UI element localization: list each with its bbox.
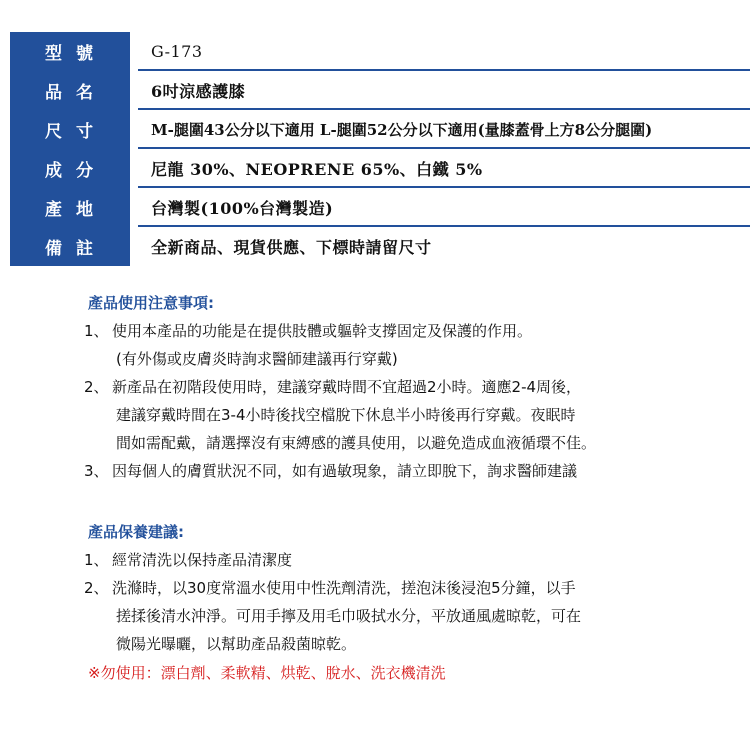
care-warning: ※勿使用：漂白劑、柔軟精、烘乾、脫水、洗衣機清洗 xyxy=(88,664,446,682)
spec-value: 全新商品、現貨供應、下標時請留尺寸 xyxy=(151,238,432,257)
spec-row-material xyxy=(10,149,750,188)
item-number: 1、 xyxy=(84,322,109,340)
care-item xyxy=(84,574,740,602)
item-subline: 搓揉後清水沖淨。可用手擰及用毛巾吸拭水分，平放通風處晾乾，可在 xyxy=(116,607,582,625)
usage-item xyxy=(84,373,740,401)
item-text: 使用本產品的功能是在提供肢體或軀幹支撐固定及保護的作用。 xyxy=(112,322,533,340)
spec-value: 6吋涼感護膝 xyxy=(151,82,246,101)
usage-item xyxy=(84,457,740,485)
spec-label: 品名 xyxy=(10,71,130,110)
item-number: 3、 xyxy=(84,462,109,480)
item-subline: 間如需配戴，請選擇沒有束縛感的護具使用，以避免造成血液循環不佳。 xyxy=(116,434,597,452)
spec-row-origin xyxy=(10,188,750,227)
spec-row-size xyxy=(10,110,750,149)
spec-label: 成分 xyxy=(10,149,130,188)
item-subline: 建議穿戴時間在3-4小時後找空檔脫下休息半小時後再行穿戴。夜眠時 xyxy=(116,406,576,424)
spec-label: 尺寸 xyxy=(10,110,130,149)
item-subline: (有外傷或皮膚炎時詢求醫師建議再行穿戴) xyxy=(116,350,398,368)
item-text: 因每個人的膚質狀況不同，如有過敏現象，請立即脫下，詢求醫師建議 xyxy=(112,462,578,480)
spec-value: G-173 xyxy=(151,42,203,61)
spec-label: 型號 xyxy=(10,32,130,71)
spec-value: 台灣製(100%台灣製造) xyxy=(151,199,334,218)
notes xyxy=(84,292,740,683)
usage-item xyxy=(84,317,740,345)
care-title: 產品保養建議: xyxy=(88,523,184,541)
item-text: 經常清洗以保持產品清潔度 xyxy=(112,551,293,569)
spec-row-remark xyxy=(10,227,750,266)
item-subline: 微陽光曝曬，以幫助產品殺菌晾乾。 xyxy=(116,635,357,653)
item-number: 1、 xyxy=(84,551,109,569)
item-text: 洗滌時，以30度常溫水使用中性洗劑清洗，搓泡沫後浸泡5分鐘，以手 xyxy=(112,579,576,597)
usage-title: 產品使用注意事項: xyxy=(88,294,214,312)
spec-table xyxy=(10,32,750,266)
spec-value: 尼龍 30%、NEOPRENE 65%、白鐵 5% xyxy=(151,160,483,179)
spec-row-model xyxy=(10,32,750,71)
spec-row-name xyxy=(10,71,750,110)
care-item xyxy=(84,546,740,574)
spec-label: 備註 xyxy=(10,227,130,266)
spec-label: 產地 xyxy=(10,188,130,227)
item-number: 2、 xyxy=(84,579,109,597)
item-text: 新產品在初階段使用時，建議穿戴時間不宜超過2小時。適應2-4周後， xyxy=(112,378,582,396)
item-number: 2、 xyxy=(84,378,109,396)
spec-value: M-腿圍43公分以下適用 L-腿圍52公分以下適用(量膝蓋骨上方8公分腿圍) xyxy=(151,121,653,139)
